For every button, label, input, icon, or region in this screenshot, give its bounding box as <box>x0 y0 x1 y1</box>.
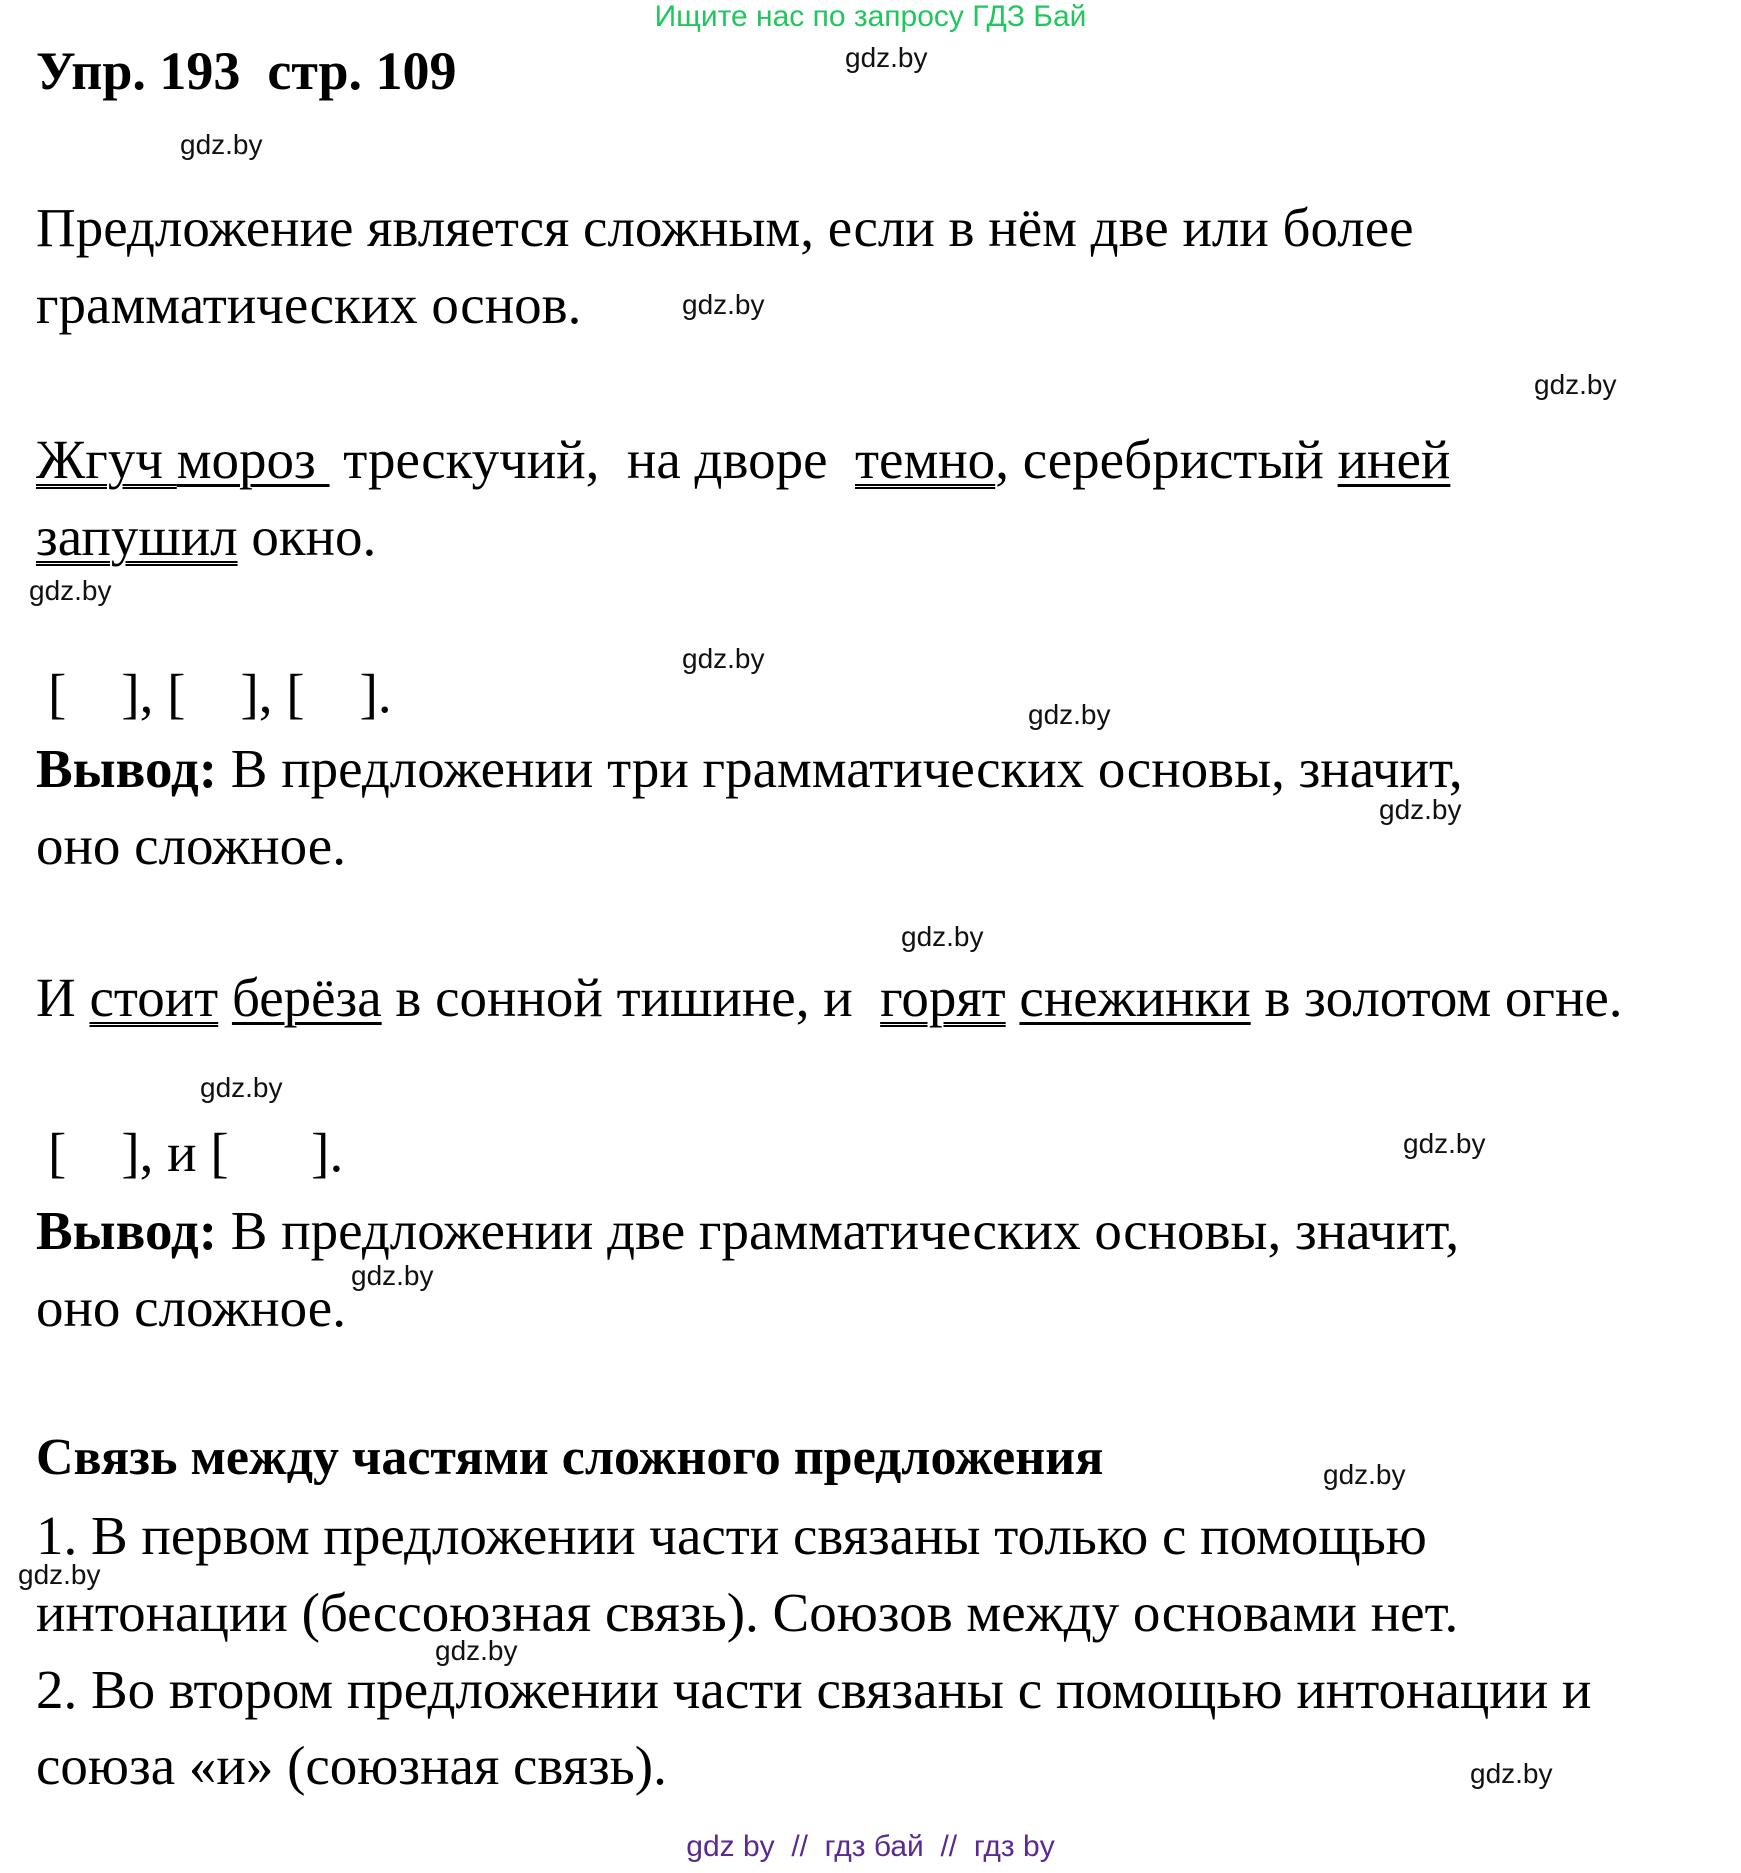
conclusion-1-line-2: оно сложное. <box>36 815 346 876</box>
watermark: gdz.by <box>901 921 984 952</box>
exercise-title: Упр. 193 стр. 109 <box>36 41 457 101</box>
conclusion-2-line-2: оно сложное. <box>36 1277 346 1338</box>
text: трескучий, на дворе <box>329 429 855 490</box>
conclusion-2 <box>36 1200 1460 1261</box>
text: окно. <box>237 506 377 567</box>
rule-line-1: Предложение является сложным, если в нём две или более <box>36 197 1414 258</box>
conclusion-label: Вывод: <box>36 1200 218 1261</box>
sentence-1-line-2 <box>36 506 377 567</box>
text: , серебристый <box>995 429 1338 490</box>
watermark: gdz.by <box>682 643 765 674</box>
predicate: запушил <box>36 506 238 567</box>
point-line: 1. В первом предложении части связаны только с помощью <box>36 1505 1427 1566</box>
predicate: горят <box>880 967 1006 1028</box>
predicate: темно <box>855 429 996 490</box>
watermark: gdz.by <box>180 129 263 160</box>
text: И <box>36 967 90 1028</box>
watermark: gdz.by <box>1379 794 1462 825</box>
subject: мороз <box>176 429 330 490</box>
watermark: gdz.by <box>29 575 112 606</box>
text: в сонной тишине, и <box>381 967 881 1028</box>
watermark: gdz.by <box>682 289 765 320</box>
conclusion-text: В предложении три грамматических основы, значит, <box>217 738 1463 799</box>
watermark: gdz.by <box>1028 699 1111 730</box>
sentence-2 <box>36 967 1623 1028</box>
watermark: gdz.by <box>1534 369 1617 400</box>
conclusion-label: Вывод: <box>36 738 218 799</box>
watermark: gdz.by <box>18 1559 101 1590</box>
watermark: gdz.by <box>845 42 928 73</box>
predicate: стоит <box>89 967 219 1028</box>
rule-line-2: грамматических основ. <box>36 274 582 335</box>
point-line: интонации (бессоюзная связь). Союзов между основами нет. <box>36 1582 1459 1643</box>
scheme-2: [ ], и [ ]. <box>48 1122 344 1183</box>
watermark: gdz.by <box>1403 1128 1486 1159</box>
watermark: gdz.by <box>351 1260 434 1291</box>
watermark: gdz.by <box>1323 1459 1406 1490</box>
conclusion-1 <box>36 738 1463 799</box>
text: в золотом огне. <box>1250 967 1623 1028</box>
watermark: gdz.by <box>435 1635 518 1666</box>
predicate: Жгуч <box>36 429 177 490</box>
point-line: 2. Во втором предложении части связаны с помощью интонации и <box>36 1659 1592 1720</box>
subject: снежинки <box>1019 967 1251 1028</box>
scheme-1: [ ], [ ], [ ]. <box>48 663 392 724</box>
conclusion-text: В предложении две грамматических основы, значит, <box>217 1200 1460 1261</box>
point-line: союза «и» (союзная связь). <box>36 1735 667 1796</box>
text <box>1006 967 1020 1028</box>
text <box>218 967 232 1028</box>
watermark: gdz.by <box>200 1072 283 1103</box>
top-banner-link[interactable]: Ищите нас по запросу ГДЗ Бай <box>654 0 1087 33</box>
subject: иней <box>1337 429 1451 490</box>
footer-links[interactable]: gdz by // гдз бай // гдз by <box>686 1830 1055 1863</box>
sentence-1-line-1 <box>36 429 1451 490</box>
watermark: gdz.by <box>1470 1758 1553 1789</box>
section-heading: Связь между частями сложного предложения <box>36 1429 1104 1486</box>
subject: берёза <box>231 967 382 1028</box>
